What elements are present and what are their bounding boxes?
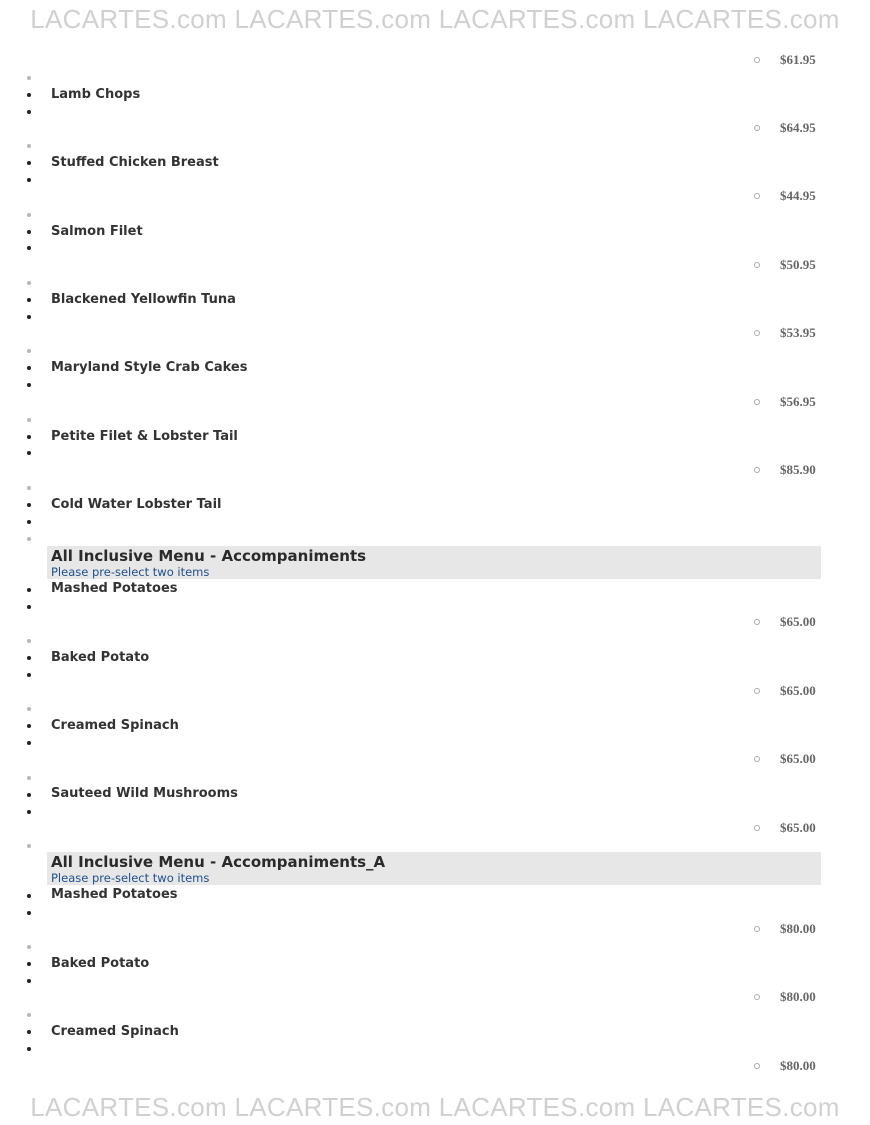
bullet-icon — [27, 945, 31, 949]
price-row[interactable] — [752, 751, 832, 769]
price: $65.00 — [780, 683, 816, 698]
price-row[interactable] — [752, 394, 832, 412]
bullet-icon — [27, 161, 31, 165]
radio-circle-icon[interactable] — [754, 994, 760, 1000]
bullet-icon — [27, 230, 31, 234]
bullet-icon — [27, 451, 31, 455]
section-header — [47, 546, 821, 579]
bullet-icon — [27, 178, 31, 182]
section-title: All Inclusive Menu - Accompaniments_A — [51, 853, 386, 871]
bullet-icon — [27, 979, 31, 983]
price: $80.00 — [780, 1058, 816, 1073]
bullet-icon — [27, 76, 31, 80]
price-row[interactable] — [752, 188, 832, 206]
radio-circle-icon[interactable] — [754, 1063, 760, 1069]
price: $65.00 — [780, 614, 816, 629]
price: $61.95 — [780, 52, 816, 67]
price-row[interactable] — [752, 257, 832, 275]
menu-item-name: Stuffed Chicken Breast — [51, 155, 219, 170]
price: $56.95 — [780, 394, 816, 409]
menu-item-name: Petite Filet & Lobster Tail — [51, 429, 238, 444]
bullet-icon — [27, 741, 31, 745]
bullet-icon — [27, 213, 31, 217]
menu-item-name: Blackened Yellowfin Tuna — [51, 292, 236, 307]
radio-circle-icon[interactable] — [754, 619, 760, 625]
menu-item-name: Maryland Style Crab Cakes — [51, 360, 248, 375]
price-row[interactable] — [752, 1058, 832, 1076]
bullet-icon — [27, 537, 31, 541]
price-row[interactable] — [752, 989, 832, 1007]
bullet-icon — [27, 588, 31, 592]
bullet-icon — [27, 246, 31, 250]
bullet-icon — [27, 418, 31, 422]
bullet-icon — [27, 911, 31, 915]
price-row[interactable] — [752, 52, 832, 70]
menu-item-name: Baked Potato — [51, 650, 150, 665]
menu-item-name: Mashed Potatoes — [51, 581, 178, 596]
menu-item-name: Sauteed Wild Mushrooms — [51, 786, 238, 801]
bullet-icon — [27, 894, 31, 898]
bullet-icon — [27, 656, 31, 660]
bullet-icon — [27, 383, 31, 387]
bullet-icon — [27, 1030, 31, 1034]
radio-circle-icon[interactable] — [754, 193, 760, 199]
bullet-icon — [27, 605, 31, 609]
section-subtitle: Please pre-select two items — [51, 871, 210, 885]
bullet-icon — [27, 793, 31, 797]
menu-item-name: Cold Water Lobster Tail — [51, 497, 222, 512]
price-row[interactable] — [752, 921, 832, 939]
bullet-icon — [27, 349, 31, 353]
radio-circle-icon[interactable] — [754, 330, 760, 336]
bullet-icon — [27, 110, 31, 114]
section-header — [47, 852, 821, 885]
price-row[interactable] — [752, 820, 832, 838]
bullet-icon — [27, 298, 31, 302]
menu-item-name: Salmon Filet — [51, 224, 143, 239]
bullet-icon — [27, 776, 31, 780]
menu-item-name: Lamb Chops — [51, 87, 141, 102]
section-subtitle: Please pre-select two items — [51, 565, 210, 579]
bullet-icon — [27, 503, 31, 507]
bullet-icon — [27, 724, 31, 728]
menu-item-name: Mashed Potatoes — [51, 887, 178, 902]
bullet-icon — [27, 435, 31, 439]
price-row[interactable] — [752, 462, 832, 480]
price: $80.00 — [780, 921, 816, 936]
bullet-icon — [27, 1013, 31, 1017]
radio-circle-icon[interactable] — [754, 467, 760, 473]
radio-circle-icon[interactable] — [754, 57, 760, 63]
menu-item-name: Creamed Spinach — [51, 1024, 179, 1039]
radio-circle-icon[interactable] — [754, 262, 760, 268]
price-row[interactable] — [752, 120, 832, 138]
price: $85.90 — [780, 462, 816, 477]
bullet-icon — [27, 962, 31, 966]
bullet-icon — [27, 639, 31, 643]
section-title: All Inclusive Menu - Accompaniments — [51, 547, 367, 565]
price: $65.00 — [780, 820, 816, 835]
bullet-icon — [27, 810, 31, 814]
price: $50.95 — [780, 257, 816, 272]
bullet-icon — [27, 1047, 31, 1051]
bullet-icon — [27, 673, 31, 677]
price: $64.95 — [780, 120, 816, 135]
radio-circle-icon[interactable] — [754, 756, 760, 762]
bullet-icon — [27, 93, 31, 97]
bullet-icon — [27, 315, 31, 319]
menu-item-name: Creamed Spinach — [51, 718, 179, 733]
radio-circle-icon[interactable] — [754, 125, 760, 131]
bullet-icon — [27, 486, 31, 490]
bullet-icon — [27, 844, 31, 848]
price-row[interactable] — [752, 683, 832, 701]
menu-item-name: Baked Potato — [51, 956, 150, 971]
bullet-icon — [27, 281, 31, 285]
bullet-icon — [27, 144, 31, 148]
radio-circle-icon[interactable] — [754, 688, 760, 694]
watermark-top: LACARTES.com LACARTES.com LACARTES.com LACARTES.com — [30, 4, 840, 34]
price: $44.95 — [780, 188, 816, 203]
radio-circle-icon[interactable] — [754, 825, 760, 831]
price: $53.95 — [780, 325, 816, 340]
radio-circle-icon[interactable] — [754, 399, 760, 405]
price-row[interactable] — [752, 325, 832, 343]
watermark-bottom: LACARTES.com LACARTES.com LACARTES.com LACARTES.com — [30, 1092, 840, 1122]
price-row[interactable] — [752, 614, 832, 632]
price: $80.00 — [780, 989, 816, 1004]
bullet-icon — [27, 707, 31, 711]
price: $65.00 — [780, 751, 816, 766]
bullet-icon — [27, 366, 31, 370]
bullet-icon — [27, 520, 31, 524]
radio-circle-icon[interactable] — [754, 926, 760, 932]
